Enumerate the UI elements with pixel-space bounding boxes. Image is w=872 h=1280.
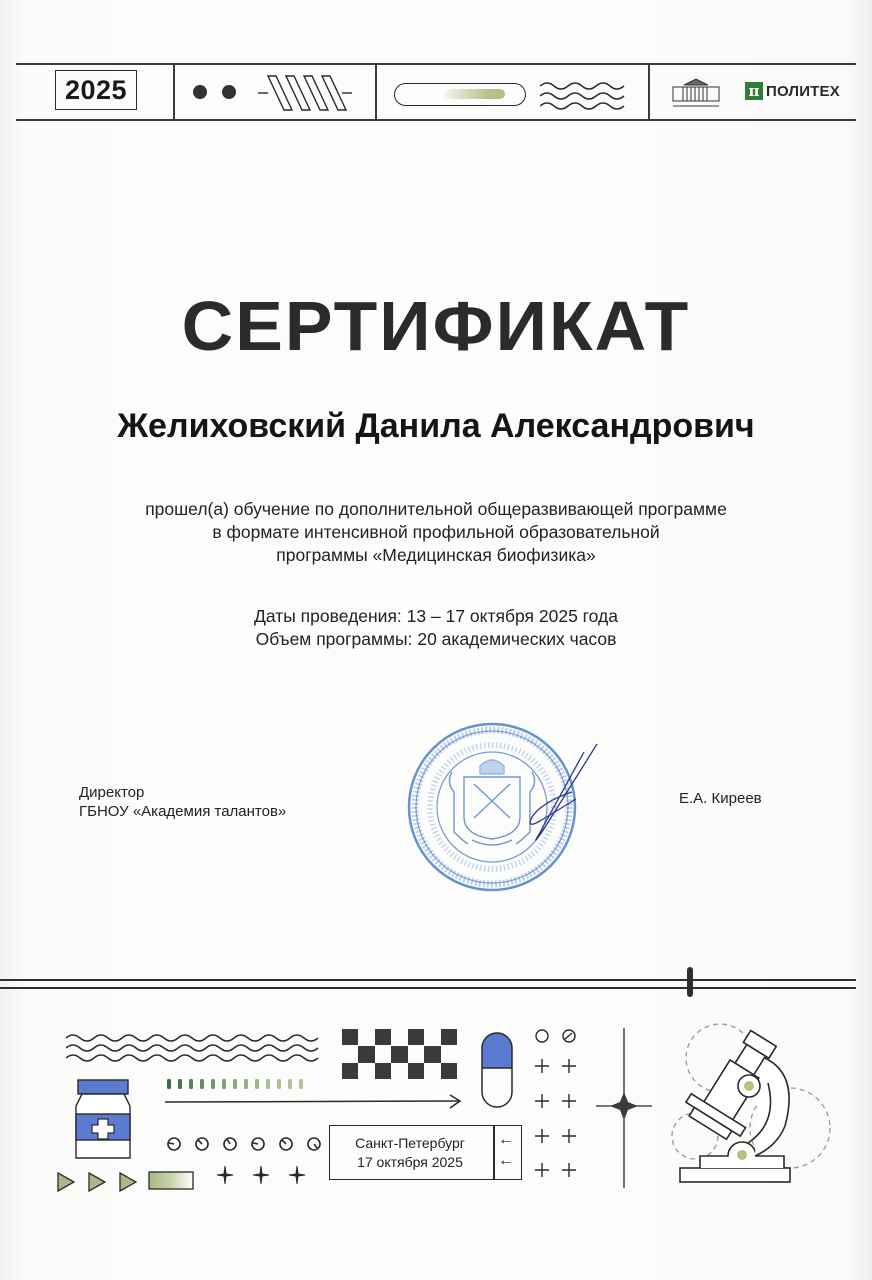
medicine-bottle-icon: [74, 1078, 134, 1160]
official-stamp: [402, 722, 602, 892]
header-top-rule: [16, 63, 856, 65]
year-badge: 2025: [55, 70, 137, 110]
certificate-title: СЕРТИФИКАТ: [181, 287, 691, 365]
waves-icon: [540, 80, 628, 112]
progress-pill-icon: [394, 83, 526, 106]
description-line: программы «Медицинская биофизика»: [276, 545, 596, 565]
academy-logo: [670, 78, 722, 110]
header-divider: [375, 63, 377, 120]
box-divider: [493, 1126, 495, 1179]
footer-city: Санкт-Петербург: [355, 1135, 465, 1151]
recipient-name: Желиховский Данила Александрович: [117, 407, 755, 445]
rule-marker: [687, 967, 693, 997]
footer-rule: [0, 987, 856, 989]
sparkles-icon: [213, 1164, 309, 1186]
description-line: прошел(а) обучение по дополнительной общеразвивающей программе: [145, 499, 727, 519]
politeh-logo: [745, 82, 840, 100]
dot-icon: [193, 85, 207, 99]
gauges-icon: [165, 1134, 321, 1154]
microscope-icon: [660, 1018, 832, 1190]
signer-organization: ГБНОУ «Академия талантов»: [79, 803, 287, 820]
pi-icon: π: [745, 82, 763, 100]
header-bottom-rule: [16, 119, 856, 121]
waves-icon: [66, 1030, 320, 1066]
arrow-left-icon: ←: [498, 1152, 514, 1169]
signer-position: [79, 783, 286, 821]
place-date: [330, 1134, 490, 1172]
description-line: в формате интенсивной профильной образовательной: [212, 522, 660, 542]
program-meta: [0, 605, 872, 651]
checkerboard-icon: [342, 1029, 460, 1083]
place-date-box: [329, 1125, 522, 1180]
politeh-name: ПОЛИТЕХ: [766, 82, 840, 100]
dot-icon: [222, 85, 236, 99]
arrow-right-icon: [165, 1094, 463, 1110]
footer-rule: [0, 979, 856, 981]
capsule-icon: [478, 1028, 516, 1112]
coil-icon: [258, 74, 352, 112]
program-volume: Объем программы: 20 академических часов: [255, 629, 617, 649]
header-divider: [173, 63, 175, 120]
sparkle-star-icon: [596, 1028, 652, 1190]
program-description: [0, 498, 872, 567]
program-dates: Даты проведения: 13 – 17 октября 2025 года: [254, 606, 618, 626]
header-divider: [648, 63, 650, 120]
gradient-dashes-icon: [165, 1077, 317, 1091]
plus-grid-icon: [532, 1028, 580, 1178]
signer-name: Е.А. Киреев: [679, 790, 762, 807]
arrow-left-icon: ←: [498, 1131, 514, 1148]
footer-date: 17 октября 2025: [357, 1154, 463, 1170]
signer-title: Директор: [79, 784, 145, 801]
